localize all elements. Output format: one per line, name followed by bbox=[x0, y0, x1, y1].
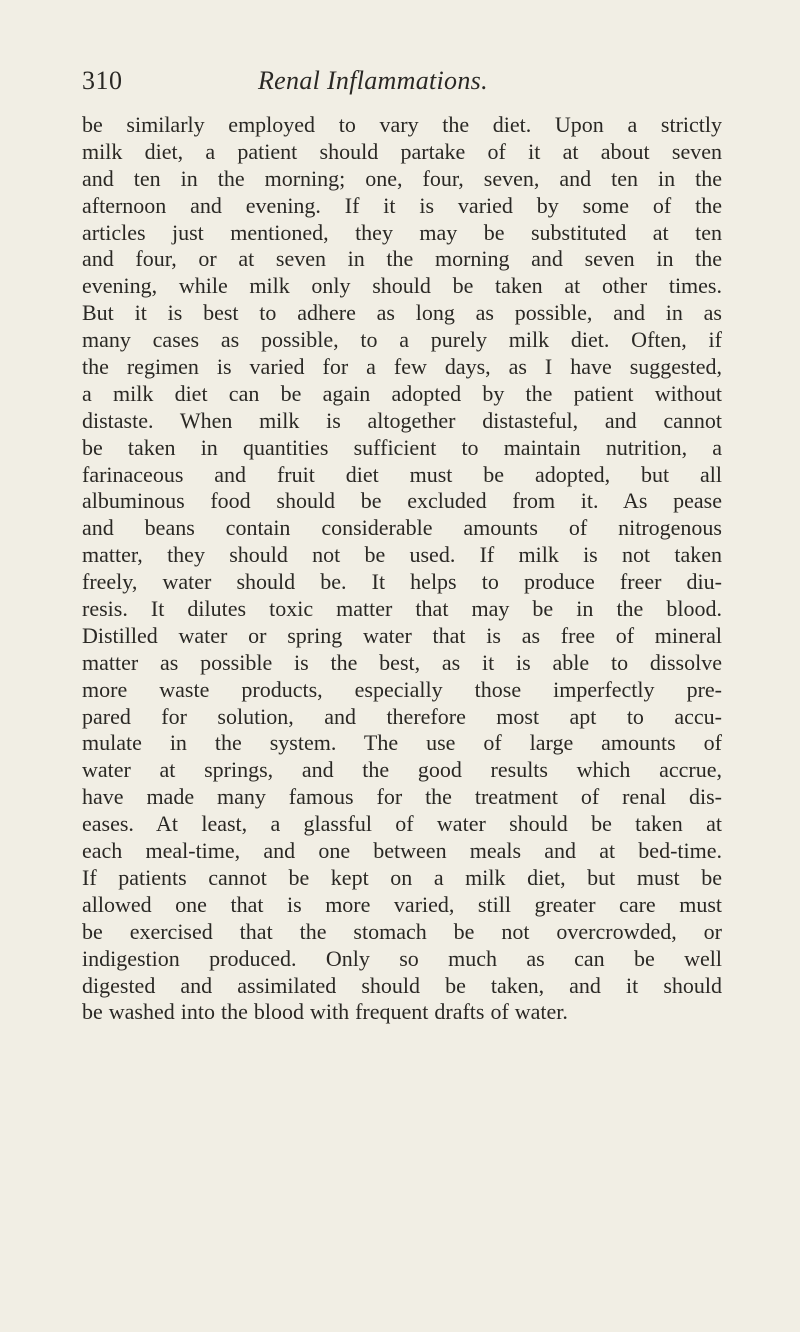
text-line: farinaceous and fruit diet must be adopted, but all bbox=[82, 461, 722, 487]
text-line: and four, or at seven in the morning and seven in the bbox=[82, 246, 722, 272]
text-line: each meal-time, and one between meals and at bed-time. bbox=[82, 838, 722, 864]
text-line: many cases as possible, to a purely milk diet. Often, if bbox=[82, 327, 722, 353]
text-line: matter as possible is the best, as it is able to dissolve bbox=[82, 649, 722, 675]
body-paragraph bbox=[82, 112, 722, 1026]
text-line: indigestion produced. Only so much as can be well bbox=[82, 945, 722, 971]
text-line: evening, while milk only should be taken at other times. bbox=[82, 273, 722, 299]
text-line: be taken in quantities sufficient to maintain nutrition, a bbox=[82, 434, 722, 460]
text-line: the regimen is varied for a few days, as I have suggested, bbox=[82, 354, 722, 380]
text-line: resis. It dilutes toxic matter that may be in the blood. bbox=[82, 596, 722, 622]
text-line: a milk diet can be again adopted by the patient without bbox=[82, 380, 722, 406]
text-line: and beans contain considerable amounts of nitrogenous bbox=[82, 515, 722, 541]
text-line: and ten in the morning; one, four, seven, and ten in the bbox=[82, 165, 722, 191]
text-line: eases. At least, a glassful of water should be taken at bbox=[82, 811, 722, 837]
text-line: Distilled water or spring water that is as free of mineral bbox=[82, 622, 722, 648]
text-line: pared for solution, and therefore most apt to accu- bbox=[82, 703, 722, 729]
text-line: albuminous food should be excluded from it. As pease bbox=[82, 488, 722, 514]
text-line: be washed into the blood with frequent drafts of water. bbox=[82, 999, 568, 1025]
text-line: more waste products, especially those imperfectly pre- bbox=[82, 676, 722, 702]
text-line: If patients cannot be kept on a milk diet, but must be bbox=[82, 864, 722, 890]
text-line: freely, water should be. It helps to produce freer diu- bbox=[82, 569, 722, 595]
running-head bbox=[82, 66, 722, 102]
running-title: Renal Inflammations. bbox=[258, 66, 488, 95]
text-line: digested and assimilated should be taken, and it should bbox=[82, 972, 722, 998]
page-number: 310 bbox=[82, 66, 123, 95]
text-line: matter, they should not be used. If milk is not taken bbox=[82, 542, 722, 568]
text-line: distaste. When milk is altogether distasteful, and cannot bbox=[82, 407, 722, 433]
text-line: be similarly employed to vary the diet. Upon a strictly bbox=[82, 112, 722, 137]
text-line: allowed one that is more varied, still greater care must bbox=[82, 891, 722, 917]
text-line: have made many famous for the treatment of renal dis- bbox=[82, 784, 722, 810]
text-line: milk diet, a patient should partake of it at about seven bbox=[82, 138, 722, 164]
text-line: mulate in the system. The use of large amounts of bbox=[82, 730, 722, 756]
text-line: But it is best to adhere as long as possible, and in as bbox=[82, 300, 722, 326]
text-line: afternoon and evening. If it is varied by some of the bbox=[82, 192, 722, 218]
text-line: articles just mentioned, they may be substituted at ten bbox=[82, 219, 722, 245]
text-line: be exercised that the stomach be not overcrowded, or bbox=[82, 918, 722, 944]
text-line: water at springs, and the good results which accrue, bbox=[82, 757, 722, 783]
